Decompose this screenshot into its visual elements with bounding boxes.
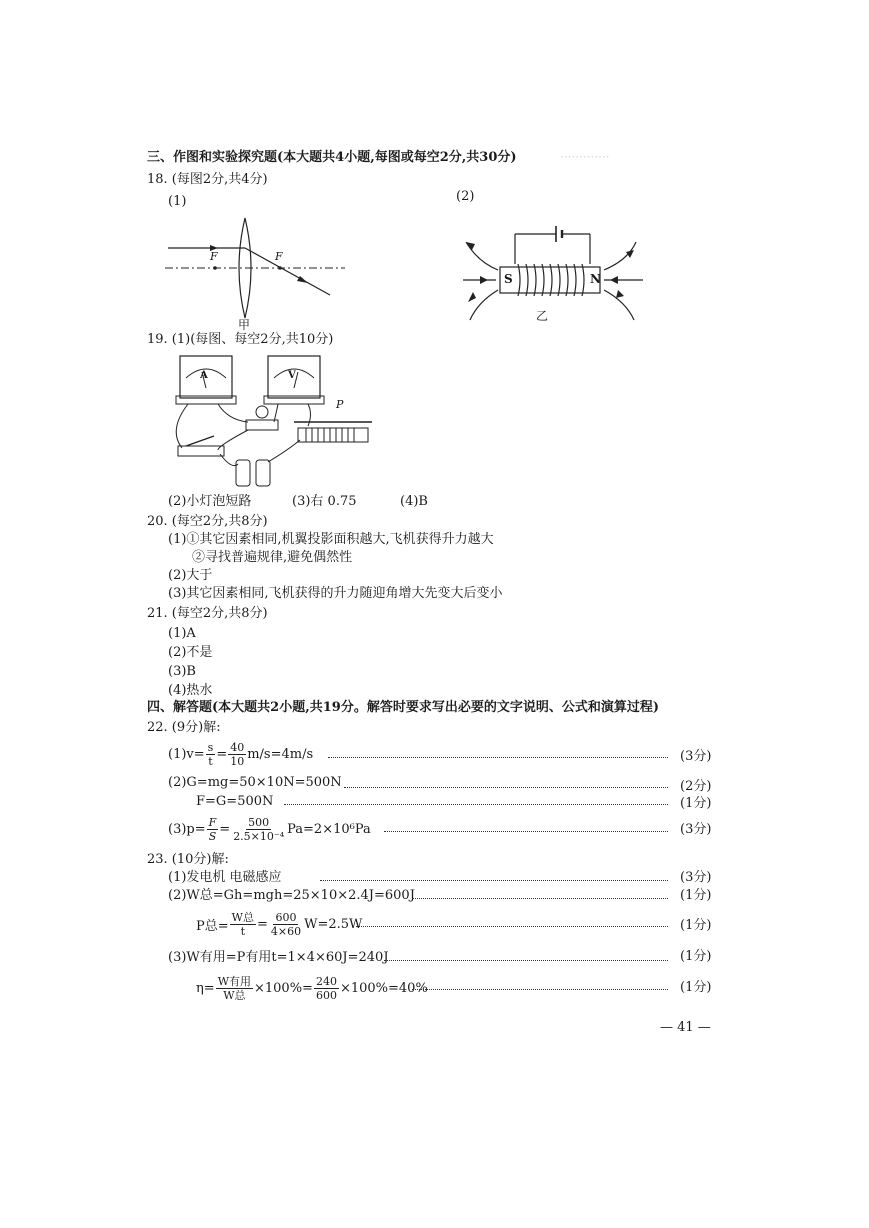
figure-yi-caption: 乙 <box>536 309 549 323</box>
solenoid-diagram <box>458 212 648 327</box>
q20-line-1: (1)①其它因素相同,机翼投影面积越大,飞机获得升力越大 <box>168 532 494 547</box>
q22-heading: 22. (9分)解: <box>147 720 221 735</box>
q21-line-1: (1)A <box>168 626 196 641</box>
dotted-leader <box>328 757 668 758</box>
q23-score-4: (1分) <box>680 949 712 964</box>
focal-point-label-right: F <box>275 250 283 263</box>
dotted-leader <box>384 960 668 961</box>
q22-score-4: (3分) <box>680 822 712 837</box>
voltmeter-label: V <box>288 370 296 381</box>
q23-row-3: P总= $\frac{\text{W总}}{t}$ = $\frac{600}{4\times 60}$ W=2.5W <box>196 910 363 938</box>
q19-answer-4: (4)B <box>400 494 428 509</box>
q21-line-2: (2)不是 <box>168 645 213 660</box>
ammeter-label: A <box>200 370 208 381</box>
q18-part2-label: (2) <box>456 189 475 204</box>
section-4-title: 四、解答题(本大题共2小题,共19分。解答时要求写出必要的文字说明、公式和演算过程) <box>147 700 659 715</box>
focal-point-label-left: F <box>210 250 218 263</box>
q19-heading: 19. (1)(每图、每空2分,共10分) <box>147 332 334 347</box>
circuit-diagram <box>158 350 383 490</box>
q18-heading: 18. (每图2分,共4分) <box>147 172 268 187</box>
q23-row-2: (2)W总=Gh=mgh=25×10×2.4J=600J <box>168 888 415 903</box>
bleed-through-text: ············· <box>560 150 610 164</box>
q22-row-2: (2)G=mg=50×10N=500N <box>168 775 342 790</box>
q23-score-2: (1分) <box>680 888 712 903</box>
q21-line-4: (4)热水 <box>168 683 213 698</box>
q20-line-2: ②寻找普遍规律,避免偶然性 <box>192 550 353 565</box>
q23-heading: 23. (10分)解: <box>147 852 229 867</box>
page-number: — 41 — <box>660 1020 711 1035</box>
q20-line-3: (2)大于 <box>168 568 213 583</box>
q19-answer-3: (3)右 0.75 <box>292 494 357 509</box>
q19-answer-2: (2)小灯泡短路 <box>168 494 252 509</box>
q22-row-3: F=G=500N <box>196 794 274 809</box>
q22-row-1: (1)v= $\frac{s}{t}$ = $\frac{40}{10}$ m/s=4m/s <box>168 740 314 768</box>
dotted-leader <box>412 989 668 990</box>
section-3-title: 三、作图和实验探究题(本大题共4小题,每图或每空2分,共30分) <box>147 150 517 165</box>
q22-score-3: (1分) <box>680 796 712 811</box>
q22-score-2: (2分) <box>680 779 712 794</box>
q20-line-4: (3)其它因素相同,飞机获得的升力随迎角增大先变大后变小 <box>168 586 503 601</box>
north-pole-label: N <box>590 272 601 286</box>
dotted-leader <box>320 880 668 881</box>
slider-label: P <box>336 398 344 411</box>
q23-score-3: (1分) <box>680 918 712 933</box>
q23-score-5: (1分) <box>680 980 712 995</box>
q20-heading: 20. (每空2分,共8分) <box>147 514 268 529</box>
q21-line-3: (3)B <box>168 664 196 679</box>
dotted-leader <box>344 787 668 788</box>
q23-row-4: (3)W有用=P有用t=1×4×60J=240J <box>168 950 389 965</box>
lens-diagram <box>160 210 350 335</box>
q22-score-1: (3分) <box>680 749 712 764</box>
q21-heading: 21. (每空2分,共8分) <box>147 606 268 621</box>
q18-part1-label: (1) <box>168 194 187 209</box>
dotted-leader <box>356 926 668 927</box>
dotted-leader <box>384 831 668 832</box>
figure-jia-caption: 甲 <box>238 318 251 332</box>
south-pole-label: S <box>504 272 513 286</box>
dotted-leader <box>412 898 668 899</box>
dotted-leader <box>284 804 668 805</box>
q23-score-1: (3分) <box>680 870 712 885</box>
q22-row-4: (3)p= $\frac{F}{S}$ = $\frac{500}{\text{2.5×10⁻⁴}}$ Pa=2×10⁶Pa <box>168 815 371 843</box>
q23-row-5: η= $\frac{\text{W有用}}{\text{W总}}$ ×100%= $\frac{240}{600}$ ×100%=40% <box>196 974 428 1002</box>
q23-row-1: (1)发电机 电磁感应 <box>168 870 282 885</box>
